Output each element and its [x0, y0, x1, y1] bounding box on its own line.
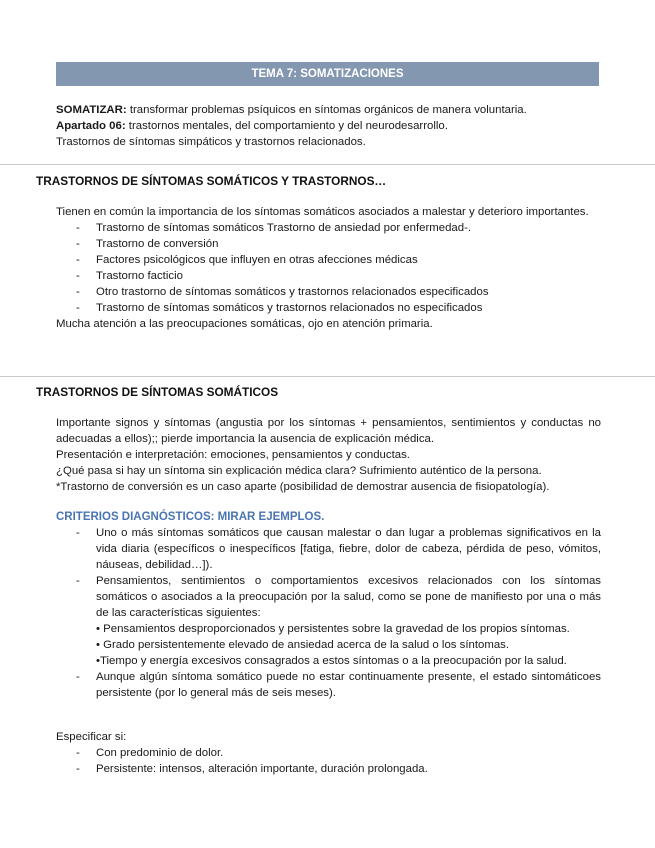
- specify-block: [56, 729, 601, 777]
- section1-list: [56, 220, 601, 316]
- apartado-text: trastornos mentales, del comportamiento y del neurodesarrollo.: [125, 120, 448, 132]
- intro-block: [56, 102, 601, 150]
- section2-body: [56, 415, 601, 495]
- section-divider-1: [0, 164, 655, 165]
- list-item: - Con predominio de dolor.: [56, 745, 601, 761]
- intro-apartado: [56, 118, 601, 134]
- apartado-label: Apartado 06:: [56, 120, 126, 132]
- section2-heading: TRASTORNOS DE SÍNTOMAS SOMÁTICOS: [36, 385, 279, 399]
- section1-body: [56, 204, 601, 332]
- section2-line2: Presentación e interpretación: emociones, pensamientos y conductas.: [56, 449, 410, 461]
- section2-line4: *Trastorno de conversión es un caso aparte (posibilidad de demostrar ausencia de fisiopatología).: [56, 481, 550, 493]
- somatizar-label: SOMATIZAR:: [56, 104, 127, 116]
- list-item: - Persistente: intensos, alteración importante, duración prolongada.: [56, 761, 601, 777]
- section2-line3: ¿Qué pasa si hay un síntoma sin explicación médica clara? Sufrimiento auténtico de la persona.: [56, 465, 542, 477]
- criterion-b-sub-1: • Pensamientos desproporcionados y persistentes sobre la gravedad de los propios síntomas.: [96, 623, 570, 635]
- page-title: TEMA 7: SOMATIZACIONES: [251, 68, 404, 80]
- criteria-title: CRITERIOS DIAGNÓSTICOS: MIRAR EJEMPLOS.: [56, 511, 325, 523]
- list-item: - Trastorno de síntomas somáticos y trastornos relacionados no especificados: [56, 300, 601, 316]
- list-item: - Factores psicológicos que influyen en otras afecciones médicas: [56, 252, 601, 268]
- section1-paragraph: Tienen en común la importancia de los síntomas somáticos asociados a malestar y deterioro importantes.: [56, 206, 589, 218]
- criteria-list: [56, 525, 601, 621]
- criteria-list-c: [56, 669, 601, 701]
- criterion-a: - Uno o más síntomas somáticos que causan malestar o dan lugar a problemas significativos en la vida diaria (específicos o inespecíficos [fatiga, fiebre, dolor de cabeza, pérdida de peso, vómitos, náuseas, debilidad…]).: [56, 525, 601, 573]
- specify-list: [56, 745, 601, 777]
- section1-heading: TRASTORNOS DE SÍNTOMAS SOMÁTICOS Y TRASTORNOS…: [36, 174, 387, 188]
- criterion-b-sub-2: • Grado persistentemente elevado de ansiedad acerca de la salud o los síntomas.: [96, 639, 510, 651]
- criterion-b-sub-3: •Tiempo y energía excesivos consagrados a estos síntomas o a la preocupación por la salud.: [96, 655, 567, 667]
- list-item: - Otro trastorno de síntomas somáticos y trastornos relacionados especificados: [56, 284, 601, 300]
- section1-closing: Mucha atención a las preocupaciones somáticas, ojo en atención primaria.: [56, 318, 433, 330]
- criterion-b: - Pensamientos, sentimientos o comportamientos excesivos relacionados con los síntomas somáticos o asociados a la preocupación por la salud, como se pone de manifiesto por una o más de las características siguientes:: [56, 573, 601, 621]
- page-title-banner: [56, 62, 599, 86]
- section2-paragraph: Importante signos y síntomas (angustia por los síntomas + pensamientos, sentimientos y conductas no adecuadas a ellos);; pierde importancia la ausencia de explicación médica.: [56, 417, 601, 445]
- list-item: - Trastorno de conversión: [56, 236, 601, 252]
- intro-line3: Trastornos de síntomas simpáticos y trastornos relacionados.: [56, 136, 366, 148]
- specify-label: Especificar si:: [56, 731, 127, 743]
- criterion-c: - Aunque algún síntoma somático puede no estar continuamente presente, el estado sintomáticoes persistente (por lo general más de seis meses).: [56, 669, 601, 701]
- section-divider-2: [0, 376, 655, 377]
- intro-definition: [56, 102, 601, 118]
- somatizar-text: transformar problemas psíquicos en síntomas orgánicos de manera voluntaria.: [126, 104, 527, 116]
- criteria-block: [56, 509, 601, 701]
- list-item: - Trastorno facticio: [56, 268, 601, 284]
- list-item: - Trastorno de síntomas somáticos Trastorno de ansiedad por enfermedad-.: [56, 220, 601, 236]
